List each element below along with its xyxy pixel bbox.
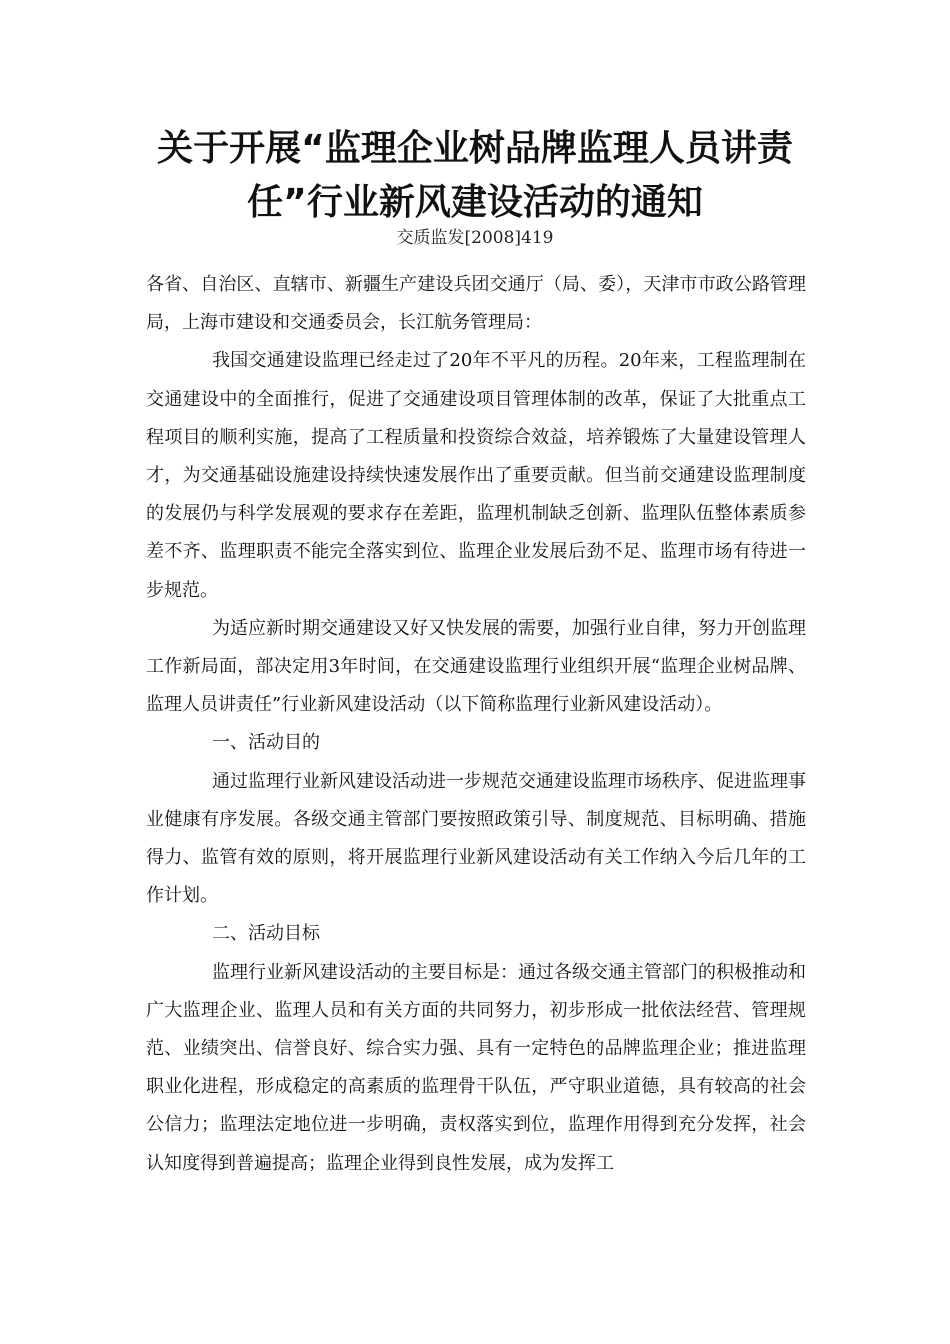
paragraph-background: 我国交通建设监理已经走过了20年不平凡的历程。20年来，工程监理制在交通建设中的全面推行，促进了交通建设项目管理体制的改革，保证了大批重点工程项目的顺利实施，提高了工程质量和投资综合效益，培养锻炼了大量建设管理人才，为交通基础设施建设持续快速发展作出了重要贡献。但当前交通建设监理制度的发展仍与科学发展观的要求存在差距，监理机制缺乏创新、监理队伍整体素质参差不齐、监理职责不能完全落实到位、监理企业发展后劲不足、监理市场有待进一步规范。 [146, 350, 806, 601]
paragraph-goals: 监理行业新风建设活动的主要目标是：通过各级交通主管部门的积极推动和广大监理企业、监理人员和有关方面的共同努力，初步形成一批依法经营、管理规范、业绩突出、信誉良好、综合实力强、具有一定特色的品牌监理企业；推进监理职业化进程，形成稳定的高素质的监理骨干队伍，严守职业道德，具有较高的社会公信力；监理法定地位进一步明确，责权落实到位，监理作用得到充分发挥，社会认知度得到普遍提高；监理企业得到良性发展，成为发挥工 [146, 961, 806, 1174]
title-line-1: 关于开展“监理企业树品牌监理人员讲责 [157, 128, 793, 169]
salutation: 各省、自治区、直辖市、新疆生产建设兵团交通厅（局、委），天津市市政公路管理局，上海市建设和交通委员会，长江航务管理局： [146, 274, 806, 334]
title-line-2: 任”行业新风建设活动的通知 [247, 182, 703, 223]
paragraph-purpose: 通过监理行业新风建设活动进一步规范交通建设监理市场秩序、促进监理事业健康有序发展。各级交通主管部门要按照政策引导、制度规范、目标明确、措施得力、监管有效的原则，将开展监理行业新风建设活动有关工作纳入今后几年的工作计划。 [146, 770, 806, 907]
section-heading-goals: 二、活动目标 [212, 923, 320, 945]
section-heading-purpose: 一、活动目的 [212, 732, 320, 754]
paragraph-decision: 为适应新时期交通建设又好又快发展的需要，加强行业自律，努力开创监理工作新局面，部决定用3年时间，在交通建设监理行业组织开展“监理企业树品牌、监理人员讲责任”行业新风建设活动（以下简称监理行业新风建设活动）。 [146, 617, 806, 716]
document-title [140, 122, 810, 230]
document-number: 交质监发[2008]419 [396, 228, 554, 248]
document-body [146, 266, 806, 1183]
